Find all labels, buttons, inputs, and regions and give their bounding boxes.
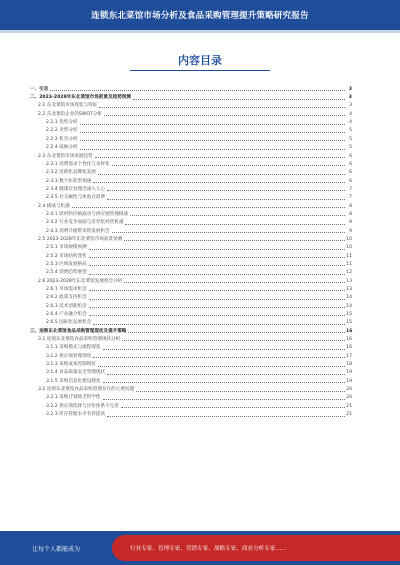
toc-entry-page: 12 (346, 270, 352, 276)
toc-leader-dots (93, 324, 345, 325)
toc-leader-dots (125, 224, 345, 225)
toc-leader-dots (136, 391, 345, 392)
toc-leader-dots (50, 90, 345, 91)
toc-leader-dots (107, 374, 345, 375)
toc-entry-page: 5 (349, 128, 352, 134)
toc-entry-page: 13 (346, 287, 352, 292)
toc-entry-page: 14 (346, 303, 352, 309)
toc-entry-label: 2.3.1 消费需求个性化与多样化 (46, 161, 110, 167)
toc-leader-dots (104, 115, 345, 116)
toc-entry-label: 2.3 东北菜馆市场发展趋势 (38, 153, 93, 159)
toc-entry-label: 3.1.5 采购信息化建设现状 (46, 378, 101, 384)
toc-entry-page: 6 (349, 178, 352, 184)
toc-entry-page: 20 (346, 395, 352, 401)
toc-entry-label: 3.1.3 采购成本控制现状 (46, 362, 96, 368)
toc-entry-label: 三、连锁东北菜馆食品采购管理现状及提升策略 (30, 328, 127, 334)
toc-leader-dots (122, 340, 345, 341)
document-title: 连锁东北菜馆市场分析及食品采购管理提升策略研究报告 (91, 11, 309, 21)
toc-entry-label: 2.4.2 行业竞争加剧与差异化经营机遇 (46, 220, 124, 226)
toc-entry-page: 20 (346, 387, 352, 393)
toc-entry-label: 2.2 东北菜馆企业的SWOT分析 (38, 111, 102, 117)
toc-entry-label: 一、引言 (30, 86, 49, 92)
toc-divider (130, 70, 270, 71)
toc-entry-label: 2.5.2 市场结构变化 (46, 253, 87, 259)
toc-entry-page: 3 (348, 95, 352, 101)
toc-entry-page: 21 (346, 403, 352, 409)
toc-entry-page: 18 (346, 362, 352, 368)
toc-entry-label: 2.5.1 市场规模预测 (46, 245, 87, 251)
toc-entry-label: 2.6 2023-2028年东北菜馆发展机会分析 (38, 278, 123, 284)
toc-leader-dots (95, 157, 345, 158)
toc-entry[interactable] (30, 276, 352, 284)
toc-entry-page: 8 (349, 211, 352, 217)
toc-entry-page: 16 (346, 337, 352, 343)
toc-entry[interactable] (30, 268, 352, 276)
toc-leader-dots (93, 182, 345, 183)
toc-entry-page: 5 (349, 145, 352, 151)
toc-entry[interactable] (30, 167, 352, 175)
toc-entry-label: 2.6.5 国际化发展机会 (46, 320, 92, 326)
toc-entry[interactable] (30, 184, 352, 192)
toc-leader-dots (112, 232, 345, 233)
document-header (0, 0, 400, 30)
toc-entry[interactable] (30, 293, 352, 301)
toc-entry[interactable] (30, 101, 352, 109)
toc-entry-label: 3.2 连锁东北菜馆食品采购管理存在的主要问题 (38, 387, 135, 393)
toc-entry[interactable] (30, 326, 352, 334)
toc-leader-dots (121, 407, 345, 408)
toc-entry[interactable] (30, 409, 352, 417)
toc-leader-dots (128, 332, 345, 333)
toc-entry-label: 2.3.5 社交属性与体验式消费 (46, 195, 106, 201)
toc-entry[interactable] (30, 351, 352, 359)
toc-entry[interactable] (30, 376, 352, 384)
toc-entry-page: 11 (346, 261, 352, 267)
toc-leader-dots (89, 290, 345, 291)
toc-leader-dots (80, 140, 345, 141)
toc-entry-page: 6 (349, 161, 352, 167)
toc-heading: 内容目录 (178, 54, 222, 67)
toc-entry-page: 17 (346, 353, 352, 359)
toc-entry-label: 2.5.4 消费趋势展望 (46, 270, 87, 276)
toc-leader-dots (89, 307, 345, 308)
toc-entry-label: 3.2.1 采购计划缺乏科学性 (46, 395, 101, 401)
document-footer (0, 531, 400, 565)
toc-entry-page: 21 (346, 412, 352, 418)
toc-leader-dots (89, 265, 345, 266)
toc-entry[interactable] (30, 84, 352, 92)
toc-entry[interactable] (30, 259, 352, 267)
toc-leader-dots (130, 215, 345, 216)
toc-entry-page: 8 (349, 203, 352, 209)
toc-entry-page: 9 (349, 220, 352, 226)
toc-leader-dots (89, 249, 345, 250)
toc-entry[interactable] (30, 151, 352, 159)
toc-entry-label: 2.4.1 原材料价格波动与供应链管理挑战 (46, 211, 129, 217)
toc-entry[interactable] (30, 134, 352, 142)
toc-entry[interactable] (30, 226, 352, 234)
toc-entry-label: 3.2.2 供应商选择与评价体系不完善 (46, 403, 119, 409)
toc-entry-label: 2.4 挑战与机遇 (38, 203, 70, 209)
toc-leader-dots (80, 124, 345, 125)
toc-entry-page: 10 (346, 245, 352, 251)
toc-leader-dots (124, 240, 345, 241)
toc-entry[interactable] (30, 384, 352, 392)
toc-entry-page: 5 (349, 136, 352, 142)
toc-entry-label: 2.2.2 劣势分析 (46, 128, 78, 134)
toc-leader-dots (112, 165, 345, 166)
toc-leader-dots (80, 132, 345, 133)
toc-entry-label: 2.6.2 政策支持机会 (46, 295, 87, 301)
toc-leader-dots (89, 274, 345, 275)
toc-entry-label: 3.2.3 库存管理水平有待提高 (46, 412, 106, 418)
toc-entry-page: 4 (349, 120, 352, 126)
toc-leader-dots (107, 190, 345, 191)
toc-entry-page: 19 (346, 378, 352, 384)
toc-entry-page: 11 (346, 253, 352, 259)
toc-entry[interactable] (30, 309, 352, 317)
toc-entry-page: 15 (346, 320, 352, 326)
toc-entry[interactable] (30, 343, 352, 351)
toc-entry-label: 3.1.4 食品质量安全管理现状 (46, 370, 106, 376)
toc-entry-label: 2.1 东北菜馆市场现状与特征 (38, 103, 98, 109)
toc-entry-page: 13 (346, 278, 352, 284)
toc-leader-dots (89, 257, 345, 258)
toc-entry-page: 4 (349, 111, 352, 117)
toc-entry-page: 3 (348, 86, 352, 92)
toc-leader-dots (103, 382, 346, 383)
toc-leader-dots (89, 299, 345, 300)
toc-leader-dots (103, 349, 346, 350)
toc-entry-page: 16 (346, 328, 353, 334)
toc-entry[interactable] (30, 401, 352, 409)
toc-entry[interactable] (30, 126, 352, 134)
toc-entry-page: 3 (349, 103, 352, 109)
toc-entry[interactable] (30, 92, 352, 100)
toc-entry-label: 2.2.1 优势分析 (46, 120, 78, 126)
toc-leader-dots (107, 416, 345, 417)
toc-leader-dots (103, 399, 346, 400)
toc-entry-page: 15 (346, 312, 352, 318)
toc-entry-label: 2.5.3 区域发展格局 (46, 261, 87, 267)
toc-entry-label: 2.6.3 技术创新机会 (46, 303, 87, 309)
toc-entry-page: 16 (346, 345, 352, 351)
toc-entry[interactable] (30, 334, 352, 342)
toc-entry-page: 6 (349, 153, 352, 159)
toc-leader-dots (80, 149, 345, 150)
toc-entry[interactable] (30, 159, 352, 167)
toc-entry-page: 6 (349, 170, 352, 176)
toc-entry-label: 2.5 2023-2028年东北菜馆市场前景预测 (38, 236, 123, 242)
toc-leader-dots (93, 357, 345, 358)
toc-entry[interactable] (30, 192, 352, 200)
toc-entry[interactable] (30, 209, 352, 217)
toc-entry[interactable] (30, 117, 352, 125)
toc-entry-page: 9 (349, 228, 352, 234)
toc-entry[interactable] (30, 301, 352, 309)
toc-entry-label: 3.1.1 采购模式与流程现状 (46, 345, 101, 351)
toc-leader-dots (124, 282, 345, 283)
toc-leader-dots (89, 315, 345, 316)
toc-entry-page: 14 (346, 295, 352, 301)
toc-entry-label: 3.1 连锁东北菜馆食品采购管理现状分析 (38, 337, 121, 343)
footer-banner: 行业专家、管理专家、营销专家、战略专家、商业分析专家…… (112, 535, 400, 561)
toc-entry[interactable] (30, 393, 352, 401)
toc-leader-dots (98, 366, 345, 367)
toc-entry[interactable] (30, 318, 352, 326)
table-of-contents (30, 84, 352, 418)
toc-entry-page: 19 (346, 370, 352, 376)
toc-entry-label: 3.1.2 供应商管理现状 (46, 353, 92, 359)
toc-entry[interactable] (30, 284, 352, 292)
toc-leader-dots (99, 107, 345, 108)
toc-entry-label: 2.2.4 威胁分析 (46, 145, 78, 151)
toc-entry[interactable] (30, 359, 352, 367)
toc-entry-label: 2.2.3 机会分析 (46, 136, 78, 142)
toc-entry[interactable] (30, 201, 352, 209)
toc-entry-page: 7 (349, 186, 352, 192)
toc-entry-label: 2.4.3 消费升级带来的发展机会 (46, 228, 110, 234)
toc-entry-label: 二、2023-2028年东北菜馆市场前景及趋势预测 (30, 95, 131, 101)
toc-entry-label: 2.3.2 连锁化品牌化发展 (46, 170, 96, 176)
footer-slogan: 让每个人都能成为 (31, 545, 80, 553)
toc-entry-label: 2.6.1 市场需求机会 (46, 287, 87, 292)
toc-entry[interactable] (30, 109, 352, 117)
toc-entry[interactable] (30, 243, 352, 251)
toc-entry[interactable] (30, 176, 352, 184)
toc-entry[interactable] (30, 251, 352, 259)
toc-entry-label: 2.3.4 健康饮食理念深入人心 (46, 186, 106, 192)
toc-entry-page: 10 (346, 236, 352, 242)
toc-leader-dots (98, 174, 345, 175)
toc-entry-label: 2.3.3 数字化转型加速 (46, 178, 92, 184)
toc-entry[interactable] (30, 142, 352, 150)
toc-leader-dots (72, 207, 345, 208)
toc-entry-page: 7 (349, 195, 352, 201)
toc-leader-dots (107, 199, 345, 200)
toc-entry[interactable] (30, 368, 352, 376)
toc-entry[interactable] (30, 234, 352, 242)
toc-entry-label: 2.6.4 产业融合机会 (46, 312, 87, 318)
toc-entry[interactable] (30, 218, 352, 226)
toc-leader-dots (133, 99, 345, 100)
